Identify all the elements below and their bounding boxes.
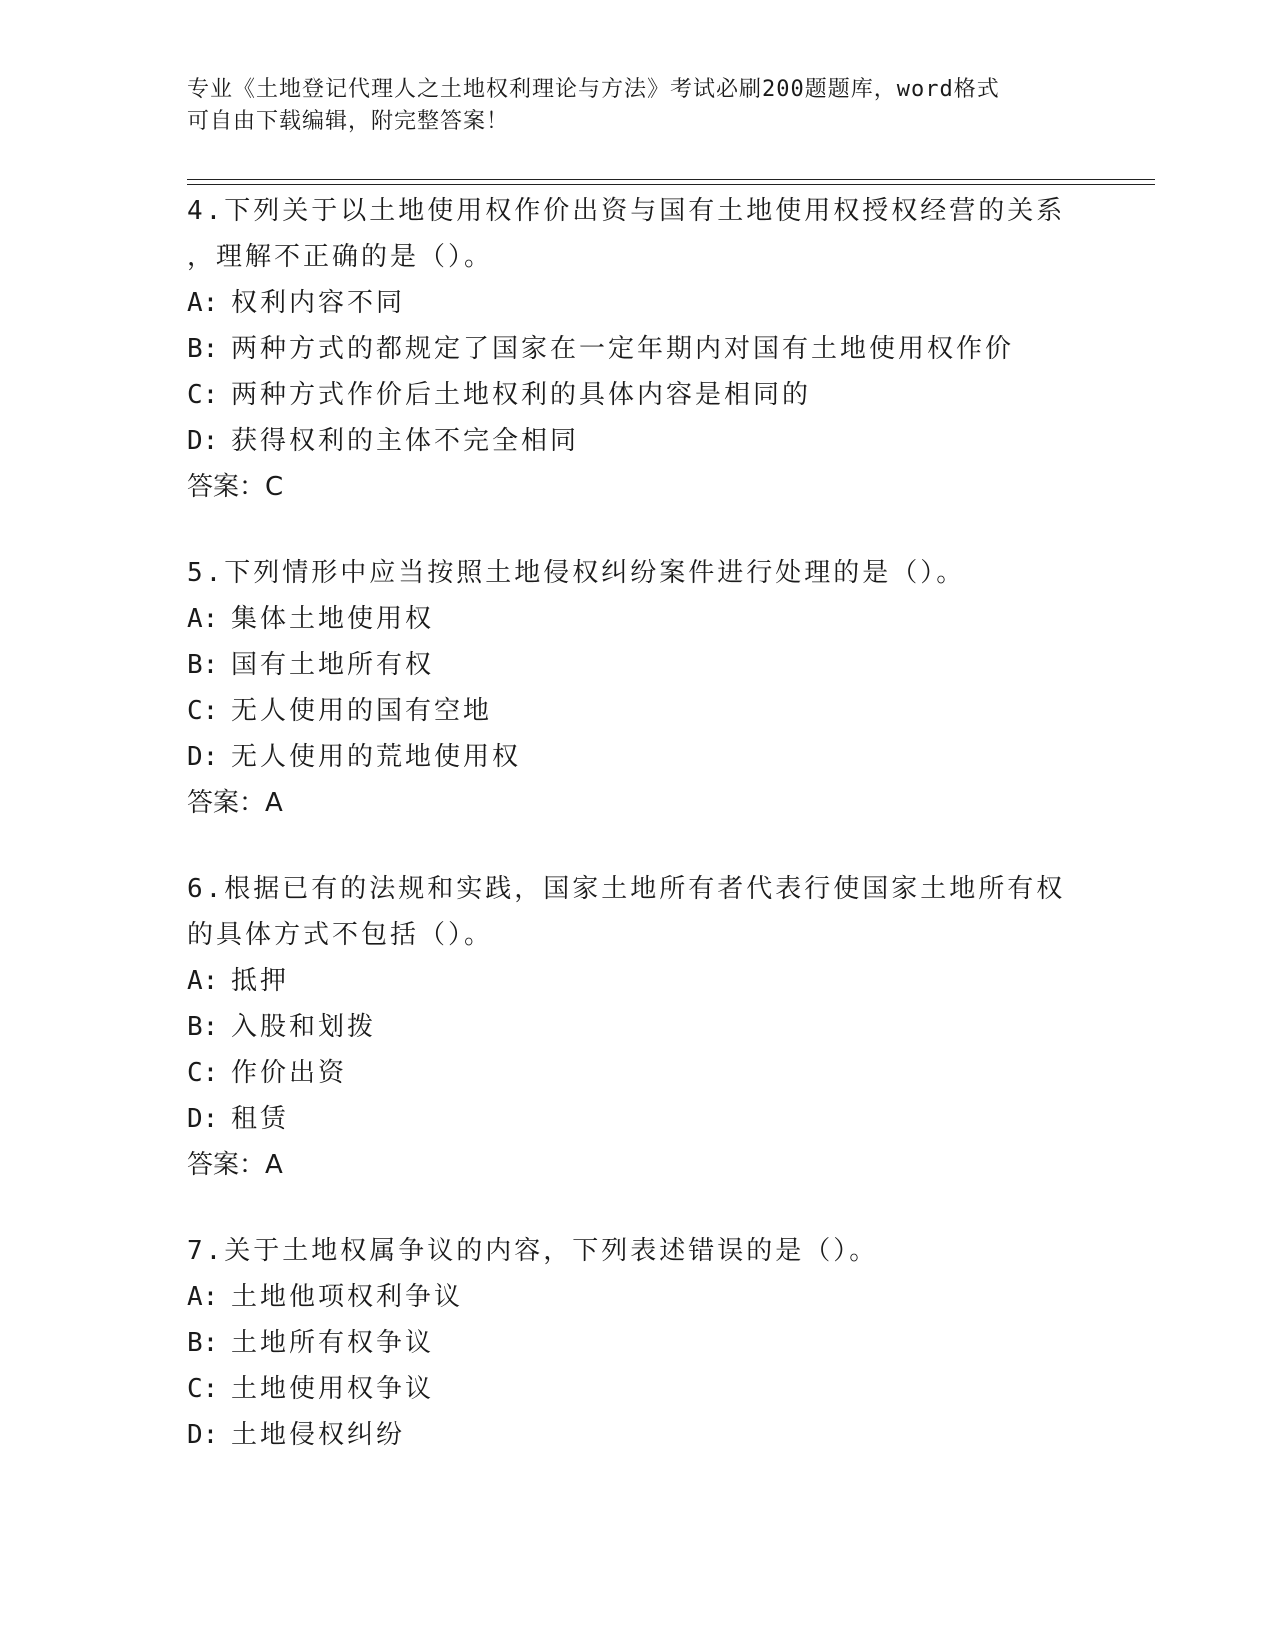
option-a [187, 1274, 1147, 1320]
option-text: 国有土地所有权 [231, 650, 435, 680]
option-key: C: [187, 696, 219, 726]
option-text: 入股和划拨 [231, 1012, 377, 1042]
question-stem: 5.下列情形中应当按照土地侵权纠纷案件进行处理的是（）。 [187, 558, 966, 588]
option-text: 土地侵权纠纷 [231, 1420, 406, 1450]
option-key: A: [187, 288, 219, 318]
answer: 答案：A [187, 1150, 283, 1180]
option-text: 获得权利的主体不完全相同 [231, 426, 580, 456]
question-7 [187, 1228, 1147, 1458]
option-key: A: [187, 966, 219, 996]
header-line-1: 专业《土地登记代理人之土地权利理论与方法》考试必刷200题题库，word格式 [187, 77, 1000, 102]
option-c [187, 1366, 1147, 1412]
question-stem: 4.下列关于以土地使用权作价出资与国有土地使用权授权经营的关系 [187, 196, 1066, 226]
option-key: B: [187, 1328, 219, 1358]
header-line-2: 可自由下载编辑，附完整答案！ [187, 109, 510, 134]
option-a [187, 958, 1147, 1004]
question-stem: 的具体方式不包括（）。 [187, 920, 494, 950]
header-divider-top [187, 179, 1155, 180]
header-divider-bottom [187, 184, 1155, 185]
option-key: B: [187, 650, 219, 680]
option-text: 无人使用的荒地使用权 [231, 742, 522, 772]
question-4 [187, 188, 1147, 510]
option-text: 两种方式作价后土地权利的具体内容是相同的 [231, 380, 812, 410]
option-text: 土地他项权利争议 [231, 1282, 464, 1312]
option-text: 作价出资 [231, 1058, 348, 1088]
option-c [187, 1050, 1147, 1096]
option-key: B: [187, 334, 219, 364]
option-b [187, 1004, 1147, 1050]
option-key: A: [187, 604, 219, 634]
answer: 答案：C [187, 472, 284, 502]
option-key: D: [187, 742, 219, 772]
answer: 答案：A [187, 788, 283, 818]
question-6 [187, 866, 1147, 1188]
option-c [187, 372, 1147, 418]
option-text: 两种方式的都规定了国家在一定年期内对国有土地使用权作价 [231, 334, 1015, 364]
question-5 [187, 550, 1147, 826]
option-a [187, 596, 1147, 642]
question-stem: ，理解不正确的是（）。 [187, 242, 494, 272]
option-text: 抵押 [231, 966, 290, 996]
option-key: C: [187, 380, 219, 410]
option-b [187, 1320, 1147, 1366]
question-stem: 6.根据已有的法规和实践，国家土地所有者代表行使国家土地所有权 [187, 874, 1066, 904]
option-d [187, 1412, 1147, 1458]
option-text: 权利内容不同 [231, 288, 406, 318]
option-d [187, 1096, 1147, 1142]
option-text: 土地所有权争议 [231, 1328, 435, 1358]
question-stem: 7.关于土地权属争议的内容，下列表述错误的是（）。 [187, 1236, 879, 1266]
option-text: 集体土地使用权 [231, 604, 435, 634]
option-key: D: [187, 426, 219, 456]
option-key: D: [187, 1420, 219, 1450]
option-text: 租赁 [231, 1104, 290, 1134]
option-text: 土地使用权争议 [231, 1374, 435, 1404]
option-key: D: [187, 1104, 219, 1134]
option-b [187, 642, 1147, 688]
option-text: 无人使用的国有空地 [231, 696, 493, 726]
document-header [187, 74, 1087, 138]
option-d [187, 734, 1147, 780]
option-d [187, 418, 1147, 464]
option-key: C: [187, 1058, 219, 1088]
option-c [187, 688, 1147, 734]
option-b [187, 326, 1147, 372]
question-list [187, 188, 1147, 1498]
option-key: C: [187, 1374, 219, 1404]
option-key: B: [187, 1012, 219, 1042]
option-a [187, 280, 1147, 326]
option-key: A: [187, 1282, 219, 1312]
